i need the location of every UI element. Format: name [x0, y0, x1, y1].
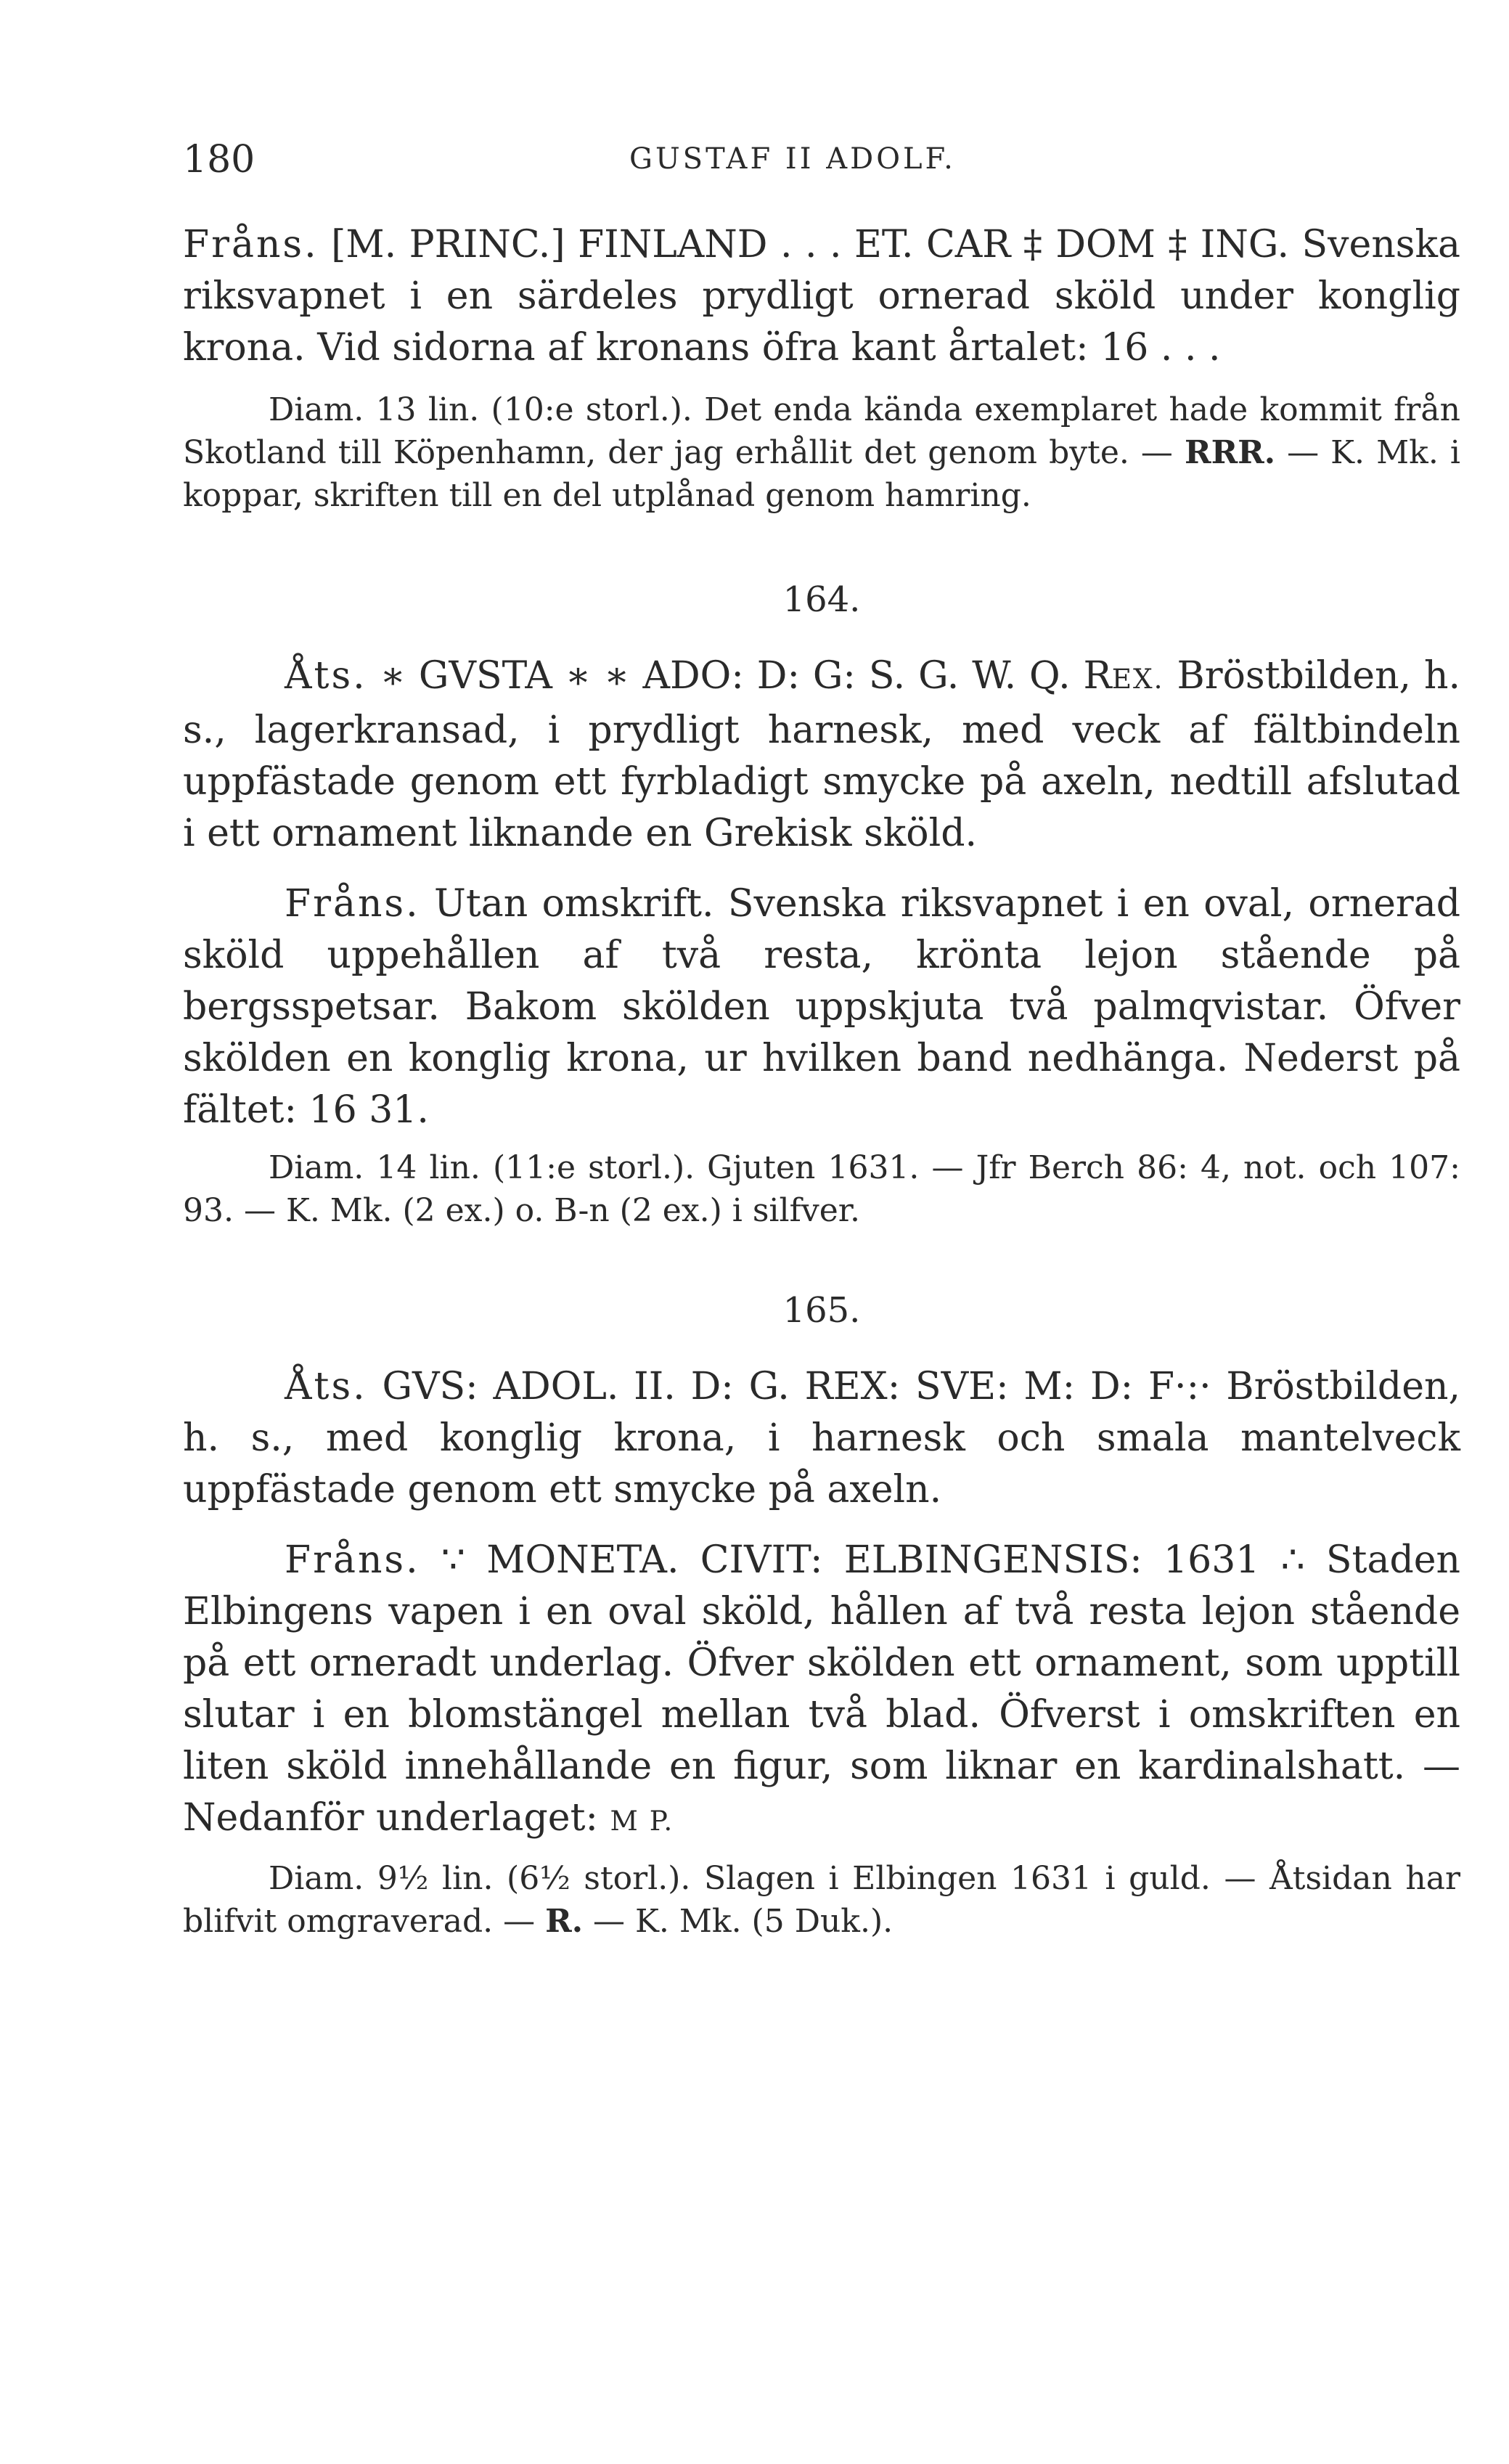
rarity-mark: RRR. [1185, 434, 1276, 471]
entry-164-note: Diam. 14 lin. (11:e storl.). Gjuten 1631. — Jfr Berch 86: 4, not. och 107: 93. — K. Mk. (2 ex.) o. B-n (2 ex.) i silfver. [183, 1149, 1460, 1229]
entry-163-note [183, 388, 1460, 517]
ats-text: Bröstbilden, h. s., lagerkransad, i prydligt harnesk, med veck af fältbindeln uppfästade genom ett fyrbladigt smycke på axeln, nedtill afslutad i ett ornament liknande en Grekisk sköld. [183, 654, 1461, 855]
frans-label: Fråns. [183, 223, 319, 266]
entry-165-note [183, 1857, 1460, 1943]
frans-text: Utan omskrift. Svenska riksvapnet i en oval, ornerad sköld uppehållen af två resta, krönta lejon stående på bergsspetsar. Bakom skölden uppskjuta två palmqvistar. Öfver skölden en konglig krona, ur hvilken band nedhänga. Nederst på fältet: 16 31. [183, 882, 1460, 1132]
note-text: Diam. 13 lin. (10:e storl.). Det enda kända exemplaret hade kommit från Skotland till Köpenhamn, der jag erhållit det genom byte. — [183, 391, 1460, 471]
document-page [183, 138, 1460, 1943]
running-head: GUSTAF II ADOLF. [629, 142, 956, 176]
ats-legend-small: EX. [1111, 663, 1164, 695]
note-text: — K. Mk. i koppar, skriften till en del utplånad genom hamring. [183, 434, 1460, 514]
rarity-mark: R. [545, 1903, 584, 1940]
ats-legend: ∗ GVSTA ∗ ∗ ADO: D: G: S. G. W. Q. R [380, 654, 1112, 698]
ats-label: Åts. [285, 654, 367, 698]
entry-164-ats [183, 650, 1460, 860]
note-text: Diam. 9½ lin. (6½ storl.). Slagen i Elbingen 1631 i guld. — Åtsidan har blifvit omgraverad. — [183, 1860, 1460, 1940]
ats-text: GVS: ADOL. II. D: G. REX: SVE: M: D: F·:· Bröstbilden, h. s., med konglig krona, i harnesk och smala mantelveck uppfästade genom ett smycke på axeln. [183, 1365, 1460, 1512]
page-number: 180 [183, 138, 255, 181]
frans-text: ∵ MONETA. CIVIT: ELBINGENSIS: 1631 ∴ Staden Elbingens vapen i en oval sköld, hållen af två resta lejon stående på ett orneradt underlag. Öfver skölden ett ornament, som upptill slutar i en blomstängel mellan två blad. Öfverst i omskriften en liten sköld innehållande en figur, som liknar en kardinalshatt. — Nedanför underlaget: [183, 1538, 1461, 1840]
entry-165-ats [183, 1361, 1460, 1516]
frans-label: Fråns. [285, 882, 420, 926]
note-text: — K. Mk. (5 Duk.). [593, 1903, 893, 1940]
entry-164-frans [183, 878, 1460, 1136]
mint-mark: M P. [610, 1805, 674, 1837]
ats-label: Åts. [285, 1365, 367, 1408]
entry-163-frans [183, 219, 1460, 374]
entry-164-number: 164. [782, 579, 861, 620]
entry-165-number: 165. [782, 1290, 861, 1331]
page-header [183, 138, 1460, 189]
entry-165-frans [183, 1535, 1460, 1847]
frans-text: [M. PRINC.] FINLAND . . . ET. CAR ‡ DOM ‡ ING. Svenska riksvapnet i en särdeles prydligt ornerad sköld under konglig krona. Vid sidorna af kronans öfra kant årtalet: 16 . . . [183, 223, 1461, 370]
frans-label: Fråns. [285, 1538, 420, 1582]
